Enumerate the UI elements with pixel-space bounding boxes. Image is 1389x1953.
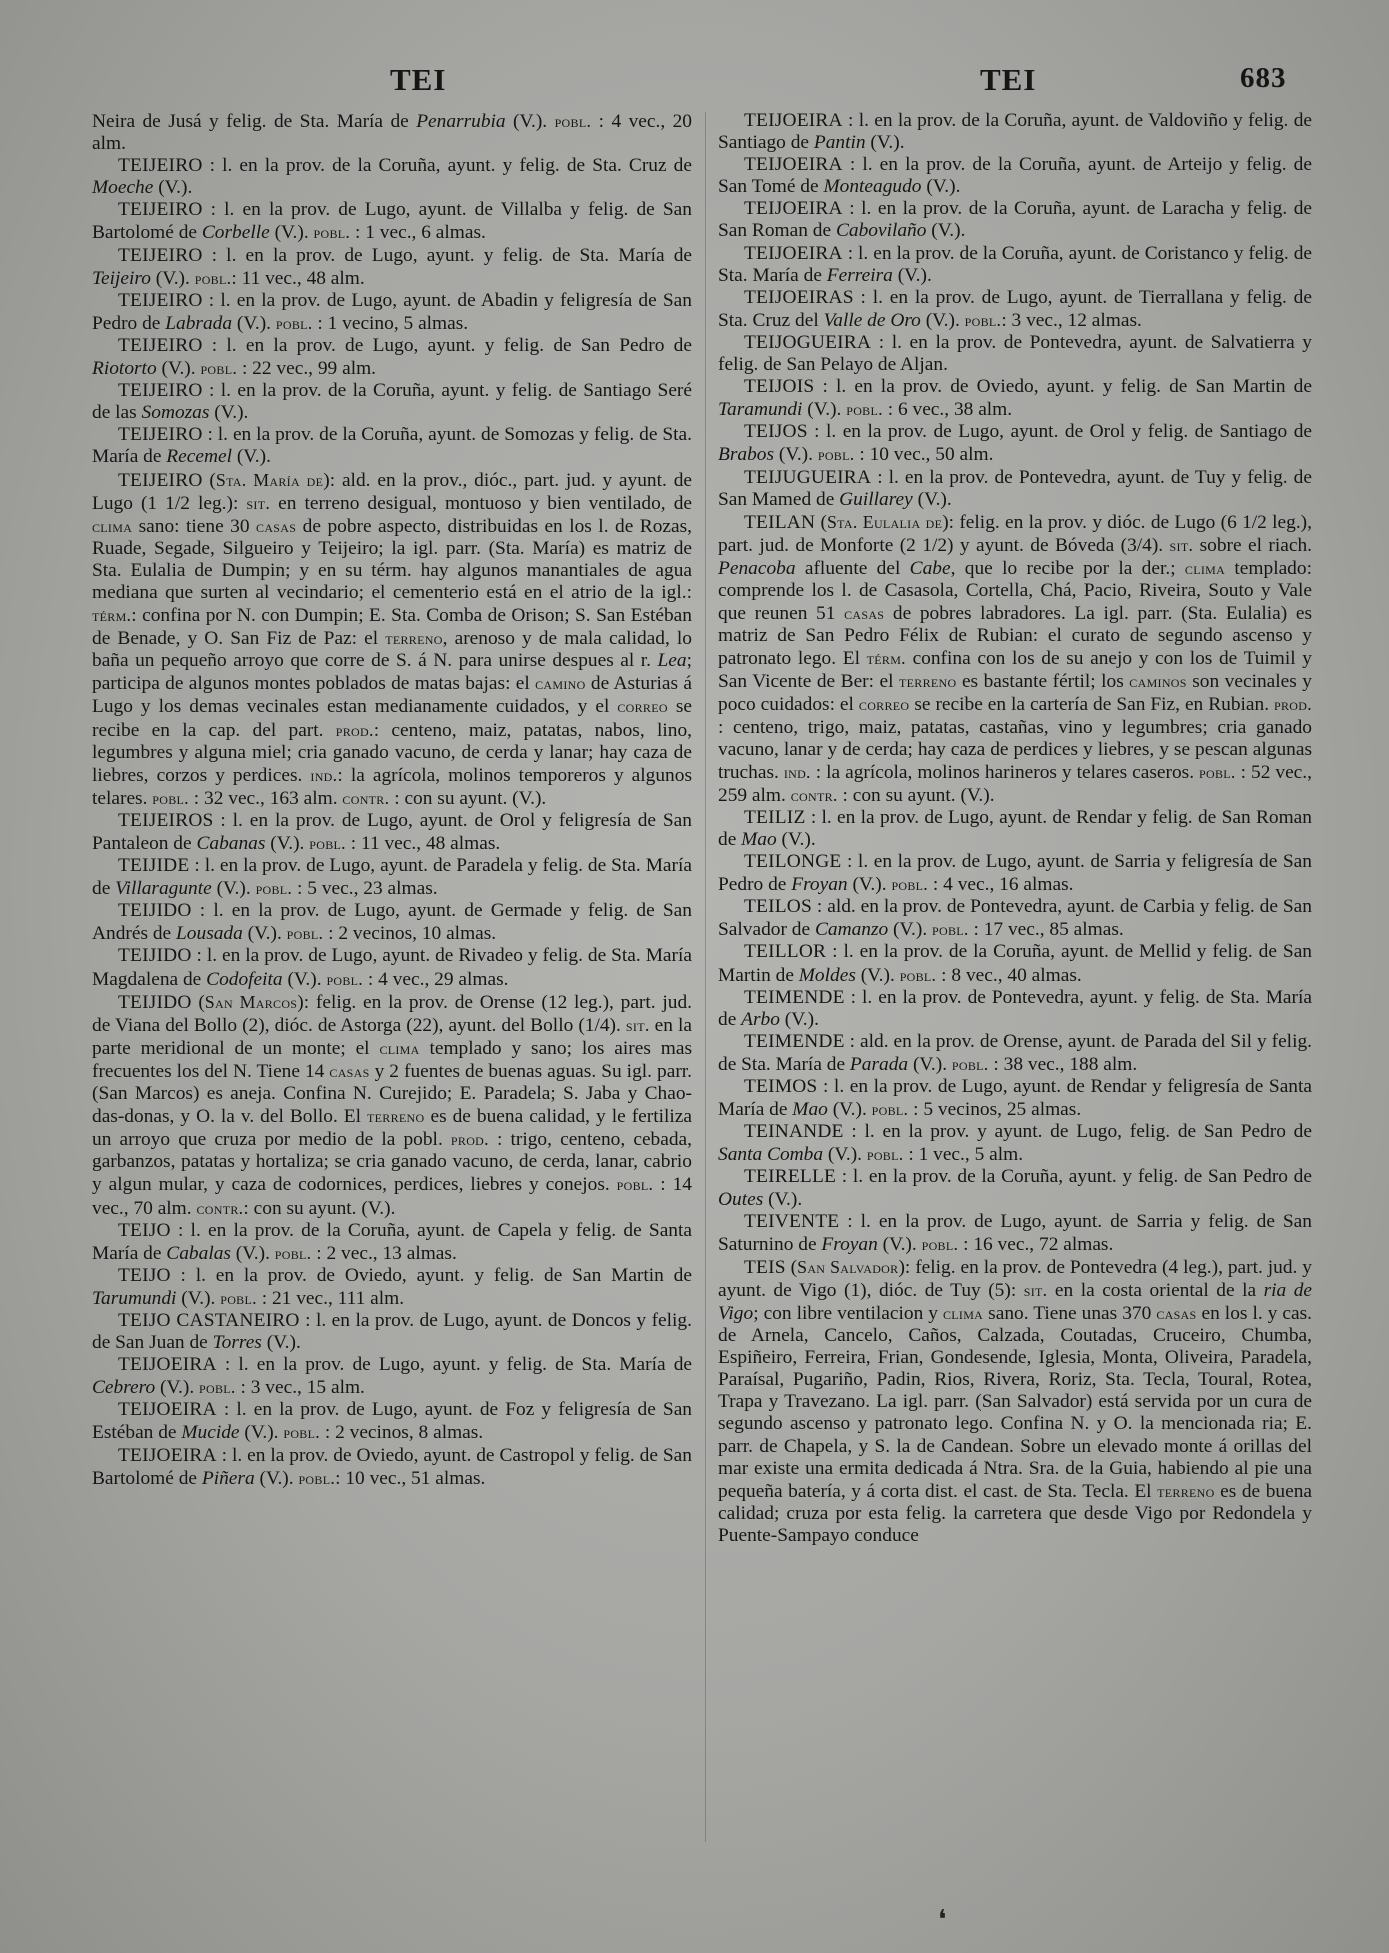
dictionary-entry (718, 198, 1312, 242)
entry-headword: TEIJOEIRA (744, 110, 843, 131)
entry-text: : ald. en la prov. de Orense, ayunt. de Parada del Sil y felig. de Sta. María de Parada (V.). pobl. : 38 vec., 188 alm. (718, 1030, 1312, 1075)
entry-headword: TEINANDE (744, 1121, 844, 1143)
entry-text: : l. en la prov. de Lugo, ayunt. y felig. de Sta. María de Cebrero (V.). pobl. : 3 vec., 15 alm. (92, 1354, 692, 1399)
entry-headword: TEILONGE (744, 851, 842, 873)
entry-headword: TEIJOEIRA (118, 1354, 217, 1376)
entry-text: : l. en la prov. de Lugo, ayunt. de Orol y felig. de Santiago de Brabos (V.). pobl. : 10 vec., 50 alm. (718, 421, 1312, 466)
dictionary-entry (718, 511, 1312, 807)
entry-text: : l. en la prov. de Lugo, ayunt. de Germade y felig. de San Andrés de Lousada (V.). pobl. : 2 vecinos, 10 almas. (92, 900, 692, 945)
dictionary-entry (92, 290, 692, 335)
entry-text: : l. en la prov. de la Coruña, ayunt. y felig. de Santiago Seré de las Somozas (V.). (92, 380, 692, 424)
entry-text: : l. en la prov. de la Coruña, ayunt. y felig. de San Pedro de Outes (V.). (718, 1166, 1312, 1210)
dictionary-entry (92, 1220, 692, 1265)
entry-headword: TEIJO (118, 1264, 171, 1286)
dictionary-entry (718, 287, 1312, 332)
entry-headword: TEIJEIROS (118, 809, 214, 831)
entry-text: : l. en la prov. de Oviedo, ayunt. de Castropol y felig. de San Bartolomé de Piñera (V.). pobl.: 10 vec., 51 almas. (92, 1444, 692, 1489)
entry-text: : ald. en la prov. de Pontevedra, ayunt. de Carbia y felig. de San Salvador de Camanzo (V.). pobl. : 17 vec., 85 almas. (718, 896, 1312, 941)
entry-headword: TEIVENTE (744, 1210, 840, 1232)
entry-text: : l. en la prov. de la Coruña, ayunt. de Coristanco y felig. de Sta. María de Ferreira (V.). (718, 242, 1312, 286)
entry-headword: TEIJEIRO (118, 199, 203, 221)
entry-headword: TEIJOEIRA (744, 154, 843, 176)
dictionary-entry (718, 1121, 1312, 1166)
entry-headword: TEIS (744, 1256, 786, 1278)
entry-headword: TEIJO (118, 1219, 171, 1241)
entry-text: : l. en la prov. de Pontevedra, ayunt. de Tuy y felig. de San Mamed de Guillarey (V.). (718, 466, 1312, 510)
dictionary-entry (718, 376, 1312, 421)
dictionary-entry (718, 851, 1312, 896)
entry-text: : l. en la prov. de Lugo, ayunt. de Rendar y feligresía de Santa María de Mao (V.). pobl. : 5 vecinos, 25 almas. (718, 1076, 1312, 1121)
dictionary-entry (718, 1076, 1312, 1121)
entry-text: : l. en la prov. de Lugo, ayunt. de Paradela y felig. de Sta. María de Villaragunte (V.). pobl. : 5 vec., 23 almas. (92, 855, 692, 900)
entry-headword: TEIJOEIRAS (744, 286, 854, 308)
entry-headword: TEIJEIRO (118, 424, 203, 446)
entry-headword: TEIJUGUEIRA (744, 466, 872, 488)
entry-text: : l. en la prov. de la Coruña, ayunt. de Somozas y felig. de Sta. María de Recemel (V.). (92, 424, 692, 468)
dictionary-entry (92, 945, 692, 990)
entry-headword: TEIMENDE (744, 1030, 845, 1052)
entry-text: : l. en la prov. de Lugo, ayunt. de Orol y feligresía de San Pantaleon de Cabanas (V.). pobl. : 11 vec., 48 almas. (92, 809, 692, 854)
dictionary-entry (92, 199, 692, 244)
entry-text: : l. en la prov. de la Coruña, ayunt. de Valdoviño y felig. de Santiago de Pantin (V.). (718, 110, 1312, 154)
dictionary-entry (92, 424, 692, 468)
entry-text: : l. en la prov. de Oviedo, ayunt. y felig. de San Martin de Tarumundi (V.). pobl. : 21 vec., 111 alm. (92, 1264, 692, 1309)
entry-text: (Sta. María de): ald. en la prov., dióc., part. jud. y ayunt. de Lugo (1 1/2 leg.): sit. en terreno desigual, montuoso y bien ventilado, de clima sano: tiene 30 casas de pobre aspecto, distribuidas en los l. de Rozas, Ruade, Segade, Silgueiro y Teijeiro; la igl. parr. (Sta. María) es matriz de Sta. Eulalia de Dumpin; y en su térm. hay algunos manantiales de agua mediana que surten al vecindario; el cementerio está en el atrio de la igl.: térm.: confina por N. con Dumpin; E. Sta. Comba de Orison; S. San Estéban de Benade, y O. San Fiz de Paz: el terreno, arenoso y de mala calidad, lo baña un pequeño arroyo que corre de S. á N. para unirse despues al r. Lea; participa de algunos montes poblados de matas bajas: el camino de Asturias á Lugo y los demas vecinales estan medianamente cuidados, y el correo se recibe en la cap. del part. prod.: centeno, maiz, patatas, nabos, lino, legumbres y alguna miel; cria ganado vacuno, de cerda y lanar; hay caza de liebres, corzos y perdices. ind.: la agrícola, molinos temporeros y algunos telares. pobl. : 32 vec., 163 alm. contr. : con su ayunt. (V.). (92, 469, 692, 809)
dictionary-entry (718, 154, 1312, 198)
entry-headword: TEIJOEIRA (118, 1444, 217, 1466)
entry-headword: TEIJIDO (118, 900, 192, 922)
dictionary-entry (718, 1031, 1312, 1076)
left-column (92, 110, 692, 1490)
entry-headword: TEIRELLE (744, 1166, 837, 1188)
entry-text: : l. en la prov. de Lugo, ayunt. de Villalba y felig. de San Bartolomé de Corbelle (V.). pobl. : 1 vec., 6 almas. (92, 199, 692, 244)
entry-text: : l. en la prov. de la Coruña, ayunt. de Mellid y felig. de San Martin de Moldes (V.). pobl. : 8 vec., 40 almas. (718, 941, 1312, 986)
entry-headword: TEIJO CASTANEIRO (118, 1309, 300, 1331)
running-header-left: TEI (390, 62, 447, 97)
running-header-right: TEI (980, 62, 1037, 97)
dictionary-entry (718, 467, 1312, 511)
dictionary-entry (718, 941, 1312, 986)
entry-text: (Sta. Eulalia de): felig. en la prov. y dióc. de Lugo (6 1/2 leg.), part. jud. de Monforte (2 1/2) y ayunt. de Bóveda (3/4). sit. sobre el riach. Penacoba afluente del Cabe, que lo recibe por la der.; clima templado: comprende los l. de Casasola, Cortella, Chá, Pacio, Riveira, Souto y Vale que reunen 51 casas de pobres labradores. La igl. parr. (Sta. Eulalia) es matriz de San Pedro Félix de Rubian: el curato de segundo ascenso y patronato lego. El térm. confina con los de su anejo y con los de Tuimil y San Vicente de Ber: el terreno es bastante fértil; los caminos son vecinales y poco cuidados: el correo se recibe en la cartería de San Fiz, en Rubian. prod. : centeno, trigo, maiz, patatas, castañas, vino y legumbres; cria ganado vacuno, lanar y de cerda; hay caza de perdices y liebres, y se pescan algunas truchas. ind. : la agrícola, molinos harineros y telares caseros. pobl. : 52 vec., 259 alm. contr. : con su ayunt. (V.). (718, 511, 1313, 806)
entry-text: : l. en la prov. de Lugo, ayunt. y felig. de Sta. María de Teijeiro (V.). pobl.: 11 vec., 48 alm. (92, 244, 692, 289)
dictionary-entry (718, 1211, 1312, 1256)
dictionary-entry (92, 380, 692, 424)
entry-text: : l. en la prov. de Lugo, ayunt. de Abadin y feligresía de San Pedro de Labrada (V.). pobl. : 1 vecino, 5 almas. (92, 289, 692, 334)
entry-headword: TEILOS (744, 896, 812, 918)
dictionary-entry (718, 987, 1312, 1031)
entry-text: : l. en la prov. de la Coruña, ayunt. de Arteijo y felig. de San Tomé de Monteagudo (V.). (718, 154, 1312, 198)
dictionary-entry (718, 243, 1312, 287)
entry-headword: TEIJIDE (118, 855, 190, 877)
dictionary-entry (92, 110, 692, 155)
entry-text: : l. en la prov. de la Coruña, ayunt. de Laracha y felig. de San Roman de Cabovilaño (V.). (718, 198, 1312, 242)
entry-headword: TEILLOR (744, 941, 827, 963)
entry-text: : l. en la prov. de Lugo, ayunt. de Foz y feligresía de San Estéban de Mucide (V.). pobl. : 2 vecinos, 8 almas. (92, 1399, 692, 1444)
entry-headword: TEIJEIRO (118, 155, 203, 177)
entry-text: : l. en la prov. de la Coruña, ayunt. y felig. de Sta. Cruz de Moeche (V.). (92, 155, 692, 199)
entry-text: (San Salvador): felig. en la prov. de Pontevedra (4 leg.), part. jud. y ayunt. de Vigo (1), dióc. de Tuy (5): sit. en la costa oriental de la ria de Vigo; con libre ventilacion y clima sano. Tiene unas 370 casas en los l. y cas. de Arnela, Cancelo, Caños, Calzada, Coutadas, Cruceiro, Chumba, Espiñeiro, Ferreira, Frian, Gondesende, Iglesia, Monta, Oliveira, Paradela, Paraísal, Pugariño, Padin, Rios, Rivera, Roriz, Sta. Tecla, Toural, Rotea, Trapa y Travezano. La igl. parr. (San Salvador) está servida por un cura de segundo ascenso y patronato lego. Confina N. y O. la mencionada ria; E. parr. de Chapela, y S. la de Candean. Sobre un elevado monte á orillas del mar existe una ermita dedicada á Ntra. Sra. de la Guia, habiendo al pie una pequeña batería, y á corta dist. el cast. de Sta. Tecla. El terreno es de buena calidad; cruza por esta felig. la carretera que desde Vigo por Redondela y Puente-Sampayo conduce (718, 1256, 1313, 1546)
dictionary-entry (92, 810, 692, 855)
ink-mark: ❛ (938, 1905, 947, 1934)
entry-headword: TEIJIDO (118, 991, 192, 1013)
entry-headword: TEILIZ (744, 806, 806, 828)
dictionary-entry (718, 421, 1312, 466)
dictionary-entry (92, 245, 692, 290)
dictionary-entry (92, 1354, 692, 1399)
dictionary-entry (718, 1166, 1312, 1210)
entry-headword: TEIJEIRO (118, 289, 203, 311)
dictionary-entry (718, 332, 1312, 376)
dictionary-entry (718, 896, 1312, 941)
entry-headword: TEILAN (744, 511, 816, 533)
right-column (718, 110, 1312, 1547)
entry-text: (San Marcos): felig. en la prov. de Orense (12 leg.), part. jud. de Viana del Bollo (2), dióc. de Astorga (22), ayunt. del Bollo (1/4). sit. en la parte meridional de un monte; el clima templado y sano; los aires mas frecuentes los del N. Tiene 14 casas y 2 fuentes de buenas aguas. Su igl. parr. (San Marcos) es aneja. Confina N. Curejido; E. Paradela; S. Jaba y Chao-das-donas, y O. la v. del Bollo. El terreno es de buena calidad, y le fertiliza un arroyo que cruza por medio de la pobl. prod. : trigo, centeno, cebada, garbanzos, patatas y hortaliza; se cria ganado vacuno, de cerda, lanar, cabrio y algun mular, y caza de codornices, perdices, liebres y conejos. pobl. : 14 vec., 70 alm. contr.: con su ayunt. (V.). (92, 991, 693, 1219)
entry-headword: TEIMENDE (744, 986, 845, 1008)
dictionary-entry (92, 155, 692, 199)
entry-text: Neira de Jusá y felig. de Sta. María de Penarrubia (V.). pobl. : 4 vec., 20 alm. (92, 111, 692, 155)
entry-text: : l. en la prov. de Pontevedra, ayunt. de Salvatierra y felig. de San Pelayo de Aljan. (718, 331, 1312, 376)
entry-headword: TEIJEIRO (118, 380, 203, 402)
entry-text: : l. en la prov. de la Coruña, ayunt. de Capela y felig. de Santa María de Cabalas (V.). pobl. : 2 vec., 13 almas. (92, 1219, 692, 1264)
entry-text: : l. en la prov. de Lugo, ayunt. de Doncos y felig. de San Juan de Torres (V.). (92, 1309, 692, 1354)
entry-text: : l. en la prov. y ayunt. de Lugo, felig. de San Pedro de Santa Comba (V.). pobl. : 1 vec., 5 alm. (718, 1121, 1312, 1166)
entry-text: : l. en la prov. de Lugo, ayunt. de Sarria y felig. de San Saturnino de Froyan (V.). pobl. : 16 vec., 72 almas. (718, 1210, 1312, 1255)
entry-headword: TEIJOS (744, 421, 808, 443)
entry-headword: TEIJEIRO (118, 244, 203, 266)
entry-headword: TEIJOEIRA (744, 242, 843, 264)
entry-headword: TEIJEIRO (118, 334, 203, 356)
dictionary-entry (92, 335, 692, 380)
entry-headword: TEIJOIS (744, 376, 815, 398)
entry-headword: TEIMOS (744, 1076, 818, 1098)
dictionary-entry (92, 1399, 692, 1444)
entry-text: : l. en la prov. de Pontevedra, ayunt. y felig. de Sta. María de Arbo (V.). (718, 986, 1312, 1030)
dictionary-entry (92, 1445, 692, 1490)
dictionary-entry (92, 991, 692, 1220)
entry-headword: TEIJOGUEIRA (744, 331, 872, 353)
column-divider (705, 112, 706, 1842)
dictionary-entry (92, 469, 692, 810)
dictionary-entry (718, 807, 1312, 851)
dictionary-entry (92, 1310, 692, 1354)
dictionary-entry (92, 900, 692, 945)
dictionary-entry (718, 110, 1312, 154)
entry-headword: TEIJOEIRA (118, 1399, 217, 1421)
dictionary-entry (718, 1256, 1312, 1547)
page-number: 683 (1240, 62, 1287, 94)
entry-text: : l. en la prov. de Lugo, ayunt. de Tierrallana y felig. de Sta. Cruz del Valle de Oro (V.). pobl.: 3 vec., 12 almas. (718, 286, 1312, 331)
entry-text: : l. en la prov. de Lugo, ayunt. y felig. de San Pedro de Riotorto (V.). pobl. : 22 vec., 99 alm. (92, 334, 692, 380)
entry-text: : l. en la prov. de Lugo, ayunt. de Rivadeo y felig. de Sta. María Magdalena de Codofeita (V.). pobl. : 4 vec., 29 almas. (92, 945, 692, 990)
entry-headword: TEIJEIRO (118, 469, 203, 491)
entry-text: : l. en la prov. de Lugo, ayunt. de Rendar y felig. de San Roman de Mao (V.). (718, 806, 1312, 850)
entry-headword: TEIJOEIRA (744, 198, 843, 220)
entry-text: : l. en la prov. de Oviedo, ayunt. y felig. de San Martin de Taramundi (V.). pobl. : 6 vec., 38 alm. (718, 376, 1312, 421)
entry-headword: TEIJIDO (118, 945, 192, 967)
dictionary-entry (92, 855, 692, 900)
entry-text: : l. en la prov. de Lugo, ayunt. de Sarria y feligresía de San Pedro de Froyan (V.). pobl. : 4 vec., 16 almas. (718, 851, 1312, 896)
dictionary-entry (92, 1265, 692, 1310)
